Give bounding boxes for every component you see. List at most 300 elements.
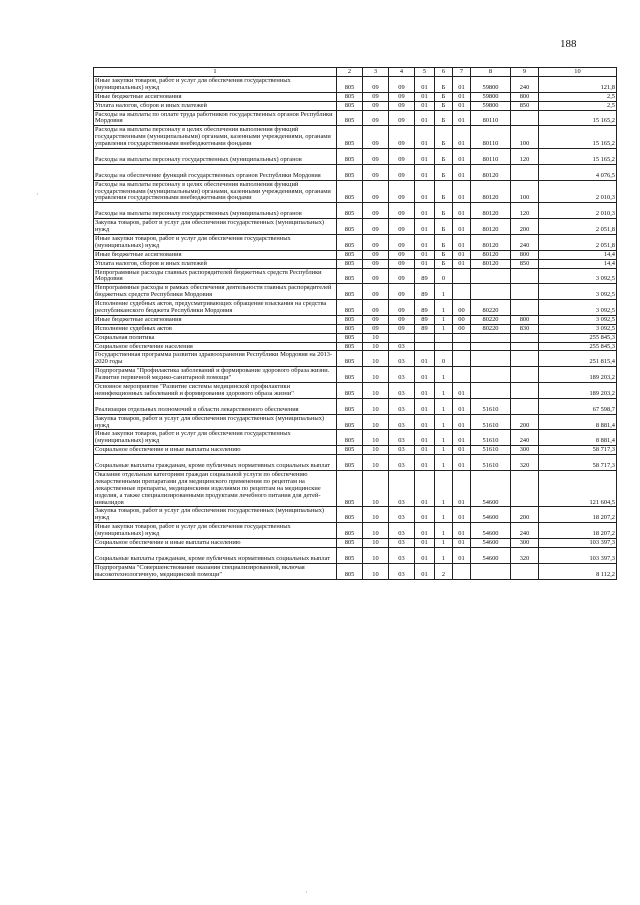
budget-table <box>93 67 617 580</box>
cell-section: 09 <box>363 126 389 149</box>
cell-subprogram: Б <box>435 203 453 219</box>
cell-amount: 8 881,4 <box>539 414 617 430</box>
cell-amount: 14,4 <box>539 259 617 268</box>
column-header: 10 <box>539 68 617 77</box>
cell-event: 01 <box>453 219 471 235</box>
cell-direction: 51610 <box>471 430 511 446</box>
cell-subsection: 09 <box>389 259 415 268</box>
cell-amount: 103 397,3 <box>539 539 617 548</box>
row-description: Иные закупки товаров, работ и услуг для обеспечения государственных (муниципальных) нужд <box>94 430 337 446</box>
cell-expense-type: 320 <box>511 455 539 471</box>
cell-subsection: 03 <box>389 523 415 539</box>
cell-subsection: 09 <box>389 77 415 93</box>
cell-expense-type: 830 <box>511 324 539 333</box>
row-description: Расходы на выплаты персоналу государственных (муниципальных) органов <box>94 149 337 165</box>
cell-section: 09 <box>363 77 389 93</box>
row-description: Непрограммные расходы главных распорядителей бюджетных средств Республики Мордовия <box>94 268 337 284</box>
cell-expense-type: 240 <box>511 77 539 93</box>
cell-program: 01 <box>415 351 435 367</box>
cell-amount: 2 051,8 <box>539 219 617 235</box>
column-header: 9 <box>511 68 539 77</box>
cell-direction: 54600 <box>471 507 511 523</box>
cell-program: 01 <box>415 414 435 430</box>
cell-direction <box>471 333 511 342</box>
cell-expense-type: 320 <box>511 547 539 563</box>
cell-ministry-code: 805 <box>337 446 363 455</box>
cell-expense-type: 120 <box>511 149 539 165</box>
cell-expense-type: 200 <box>511 219 539 235</box>
cell-expense-type: 120 <box>511 203 539 219</box>
cell-ministry-code: 805 <box>337 149 363 165</box>
cell-ministry-code: 805 <box>337 367 363 383</box>
cell-subsection: 09 <box>389 180 415 203</box>
cell-section: 10 <box>363 414 389 430</box>
cell-program: 01 <box>415 539 435 548</box>
cell-program: 01 <box>415 547 435 563</box>
column-header: 1 <box>94 68 337 77</box>
cell-subsection: 09 <box>389 203 415 219</box>
cell-direction: 51610 <box>471 455 511 471</box>
table-row <box>94 446 617 455</box>
table-row <box>94 315 617 324</box>
cell-direction <box>471 268 511 284</box>
row-description: Непрограммные расходы в рамках обеспечения деятельности главных распорядителей бюджетных средств Республики Мордовия <box>94 284 337 300</box>
cell-subsection: 09 <box>389 92 415 101</box>
cell-subsection: 09 <box>389 101 415 110</box>
table-row <box>94 383 617 399</box>
cell-subsection: 09 <box>389 234 415 250</box>
cell-section: 10 <box>363 333 389 342</box>
cell-amount: 3 092,5 <box>539 284 617 300</box>
cell-event: 01 <box>453 180 471 203</box>
cell-amount: 14,4 <box>539 250 617 259</box>
table-row <box>94 324 617 333</box>
cell-expense-type: 240 <box>511 523 539 539</box>
cell-section: 09 <box>363 234 389 250</box>
cell-subsection: 03 <box>389 470 415 507</box>
cell-event: 00 <box>453 300 471 316</box>
table-row <box>94 523 617 539</box>
row-description: Исполнение судебных актов, предусматривающих обращение взыскания на средства республиканского бюджета Республики Мордовия <box>94 300 337 316</box>
cell-direction: 80110 <box>471 149 511 165</box>
cell-amount: 251 815,4 <box>539 351 617 367</box>
cell-direction: 80120 <box>471 180 511 203</box>
table-row <box>94 333 617 342</box>
cell-ministry-code: 805 <box>337 164 363 180</box>
table-row <box>94 398 617 414</box>
cell-amount: 2,5 <box>539 101 617 110</box>
cell-subsection: 03 <box>389 383 415 399</box>
cell-event <box>453 342 471 351</box>
cell-amount: 67 598,7 <box>539 398 617 414</box>
cell-expense-type <box>511 300 539 316</box>
table-row <box>94 351 617 367</box>
cell-event: 01 <box>453 547 471 563</box>
table-row <box>94 430 617 446</box>
cell-amount: 58 717,3 <box>539 455 617 471</box>
table-row <box>94 203 617 219</box>
cell-event: 01 <box>453 77 471 93</box>
cell-direction <box>471 563 511 579</box>
cell-section: 09 <box>363 101 389 110</box>
cell-section: 09 <box>363 284 389 300</box>
cell-amount: 8 112,2 <box>539 563 617 579</box>
row-description: Основное мероприятие "Развитие системы медицинской профилактики неинфекционных заболеваний и формирования здорового образа жизни" <box>94 383 337 399</box>
cell-expense-type <box>511 470 539 507</box>
cell-subsection: 03 <box>389 563 415 579</box>
cell-subsection: 09 <box>389 300 415 316</box>
column-header: 2 <box>337 68 363 77</box>
column-header: 5 <box>415 68 435 77</box>
cell-event: 01 <box>453 164 471 180</box>
cell-section: 10 <box>363 547 389 563</box>
cell-amount: 2 051,8 <box>539 234 617 250</box>
row-description: Социальное обеспечение населения <box>94 342 337 351</box>
cell-direction <box>471 367 511 383</box>
cell-expense-type: 850 <box>511 259 539 268</box>
cell-subprogram: Б <box>435 234 453 250</box>
cell-subsection: 03 <box>389 547 415 563</box>
cell-amount: 121,8 <box>539 77 617 93</box>
cell-ministry-code: 805 <box>337 430 363 446</box>
cell-event: 01 <box>453 455 471 471</box>
cell-section: 10 <box>363 367 389 383</box>
row-description: Подпрограмма "Совершенствование оказания специализированной, включая высокотехнологичную, медицинской помощи" <box>94 563 337 579</box>
cell-expense-type <box>511 351 539 367</box>
cell-section: 10 <box>363 446 389 455</box>
cell-subsection: 09 <box>389 149 415 165</box>
table-row <box>94 180 617 203</box>
cell-subprogram: 0 <box>435 268 453 284</box>
row-description: Социальные выплаты гражданам, кроме публичных нормативных социальных выплат <box>94 547 337 563</box>
cell-subprogram: 1 <box>435 430 453 446</box>
cell-event: 01 <box>453 126 471 149</box>
cell-section: 09 <box>363 324 389 333</box>
cell-program: 01 <box>415 523 435 539</box>
cell-ministry-code: 805 <box>337 110 363 126</box>
cell-expense-type: 300 <box>511 446 539 455</box>
cell-ministry-code: 805 <box>337 333 363 342</box>
cell-program <box>415 333 435 342</box>
cell-event: 00 <box>453 315 471 324</box>
cell-subsection: 03 <box>389 539 415 548</box>
cell-subprogram: 1 <box>435 539 453 548</box>
column-header: 4 <box>389 68 415 77</box>
cell-direction: 80220 <box>471 300 511 316</box>
cell-direction: 54600 <box>471 470 511 507</box>
cell-amount: 3 092,5 <box>539 324 617 333</box>
table-row <box>94 547 617 563</box>
cell-direction <box>471 284 511 300</box>
cell-ministry-code: 805 <box>337 300 363 316</box>
cell-direction: 59800 <box>471 101 511 110</box>
cell-subprogram: Б <box>435 219 453 235</box>
cell-section: 10 <box>363 523 389 539</box>
cell-subprogram <box>435 342 453 351</box>
cell-expense-type: 240 <box>511 234 539 250</box>
cell-ministry-code: 805 <box>337 547 363 563</box>
cell-ministry-code: 805 <box>337 414 363 430</box>
cell-ministry-code: 805 <box>337 92 363 101</box>
cell-amount: 121 604,5 <box>539 470 617 507</box>
cell-expense-type: 300 <box>511 539 539 548</box>
table-row <box>94 110 617 126</box>
cell-subsection: 09 <box>389 284 415 300</box>
cell-event: 00 <box>453 324 471 333</box>
cell-subprogram <box>435 333 453 342</box>
cell-program: 01 <box>415 563 435 579</box>
table-row <box>94 126 617 149</box>
cell-expense-type: 200 <box>511 507 539 523</box>
cell-event <box>453 351 471 367</box>
cell-ministry-code: 805 <box>337 234 363 250</box>
cell-program: 01 <box>415 92 435 101</box>
cell-event: 01 <box>453 259 471 268</box>
cell-subprogram: Б <box>435 92 453 101</box>
cell-subsection: 03 <box>389 342 415 351</box>
cell-program: 01 <box>415 446 435 455</box>
cell-section: 10 <box>363 470 389 507</box>
cell-program: 01 <box>415 470 435 507</box>
cell-subprogram: 1 <box>435 324 453 333</box>
cell-ministry-code: 805 <box>337 268 363 284</box>
cell-amount: 255 845,3 <box>539 333 617 342</box>
cell-section: 10 <box>363 398 389 414</box>
cell-ministry-code: 805 <box>337 101 363 110</box>
table-row <box>94 234 617 250</box>
cell-section: 10 <box>363 563 389 579</box>
cell-expense-type: 240 <box>511 430 539 446</box>
cell-expense-type <box>511 398 539 414</box>
cell-program <box>415 342 435 351</box>
cell-subprogram: 1 <box>435 300 453 316</box>
cell-program: 01 <box>415 126 435 149</box>
cell-program: 01 <box>415 430 435 446</box>
cell-event <box>453 284 471 300</box>
cell-subsection: 03 <box>389 455 415 471</box>
cell-subprogram: 1 <box>435 523 453 539</box>
cell-amount: 2 010,3 <box>539 180 617 203</box>
cell-expense-type <box>511 342 539 351</box>
cell-ministry-code: 805 <box>337 342 363 351</box>
cell-subprogram: 1 <box>435 315 453 324</box>
table-row <box>94 268 617 284</box>
cell-subprogram: Б <box>435 126 453 149</box>
cell-event: 01 <box>453 101 471 110</box>
row-description: Закупка товаров, работ и услуг для обеспечения государственных (муниципальных) нужд <box>94 219 337 235</box>
cell-amount: 8 881,4 <box>539 430 617 446</box>
table-row <box>94 164 617 180</box>
cell-section: 10 <box>363 342 389 351</box>
row-description: Иные бюджетные ассигнования <box>94 92 337 101</box>
cell-subprogram: Б <box>435 259 453 268</box>
column-header: 3 <box>363 68 389 77</box>
row-description: Иные закупки товаров, работ и услуг для обеспечения государственных (муниципальных) нужд <box>94 77 337 93</box>
cell-ministry-code: 805 <box>337 455 363 471</box>
cell-expense-type: 800 <box>511 250 539 259</box>
cell-amount: 2,5 <box>539 92 617 101</box>
cell-direction: 51610 <box>471 446 511 455</box>
table-row <box>94 342 617 351</box>
cell-section: 09 <box>363 219 389 235</box>
cell-section: 09 <box>363 149 389 165</box>
cell-expense-type <box>511 383 539 399</box>
cell-subsection: 09 <box>389 164 415 180</box>
cell-section: 09 <box>363 268 389 284</box>
row-description: Расходы на выплаты персоналу в целях обеспечения выполнения функций государственными (муниципальными) органами, казенными учреждениями, органами управления государственными внебюджетными фондами <box>94 126 337 149</box>
cell-subprogram: 1 <box>435 446 453 455</box>
cell-direction <box>471 342 511 351</box>
cell-subsection: 03 <box>389 414 415 430</box>
cell-event: 01 <box>453 446 471 455</box>
cell-expense-type <box>511 110 539 126</box>
cell-amount: 58 717,3 <box>539 446 617 455</box>
cell-event: 01 <box>453 250 471 259</box>
cell-direction: 59800 <box>471 92 511 101</box>
row-description: Оказание отдельным категориям граждан социальной услуги по обеспечению лекарственными препаратами для медицинского применения по рецептам на лекарственные препараты, медицинскими изделиями по рецептам на медицинские изделия, а также специализированными продуктами лечебного питания для детей-инвалидов <box>94 470 337 507</box>
cell-amount: 18 207,2 <box>539 507 617 523</box>
cell-ministry-code: 805 <box>337 315 363 324</box>
table-row <box>94 507 617 523</box>
cell-expense-type <box>511 333 539 342</box>
cell-event: 01 <box>453 149 471 165</box>
row-description: Подпрограмма "Профилактика заболеваний и формирование здорового образа жизни. Развитие первичной медико-санитарной помощи" <box>94 367 337 383</box>
row-description: Реализация отдельных полномочий в области лекарственного обеспечения <box>94 398 337 414</box>
cell-program: 89 <box>415 268 435 284</box>
cell-section: 10 <box>363 455 389 471</box>
cell-expense-type: 850 <box>511 101 539 110</box>
cell-event: 01 <box>453 523 471 539</box>
cell-expense-type: 200 <box>511 414 539 430</box>
cell-subsection: 03 <box>389 398 415 414</box>
cell-event: 01 <box>453 430 471 446</box>
cell-subprogram: 1 <box>435 470 453 507</box>
cell-subsection: 03 <box>389 351 415 367</box>
page-number: 188 <box>560 38 577 50</box>
cell-section: 09 <box>363 164 389 180</box>
cell-amount: 189 203,2 <box>539 383 617 399</box>
cell-amount: 2 010,3 <box>539 203 617 219</box>
cell-amount: 18 207,2 <box>539 523 617 539</box>
column-header: 8 <box>471 68 511 77</box>
table-row <box>94 149 617 165</box>
cell-subprogram: Б <box>435 180 453 203</box>
cell-event: 01 <box>453 92 471 101</box>
cell-ministry-code: 805 <box>337 203 363 219</box>
row-description: Иные закупки товаров, работ и услуг для обеспечения государственных (муниципальных) нужд <box>94 234 337 250</box>
cell-expense-type <box>511 268 539 284</box>
cell-subsection: 03 <box>389 446 415 455</box>
cell-program: 01 <box>415 383 435 399</box>
table-header-row <box>94 68 617 77</box>
cell-event: 01 <box>453 470 471 507</box>
cell-section: 09 <box>363 300 389 316</box>
cell-program: 01 <box>415 259 435 268</box>
cell-ministry-code: 805 <box>337 398 363 414</box>
cell-subprogram: 1 <box>435 547 453 563</box>
cell-expense-type: 100 <box>511 180 539 203</box>
cell-direction: 80220 <box>471 324 511 333</box>
cell-expense-type <box>511 367 539 383</box>
cell-program: 01 <box>415 203 435 219</box>
cell-event: 01 <box>453 539 471 548</box>
margin-mark: · <box>36 190 39 199</box>
cell-amount: 103 397,3 <box>539 547 617 563</box>
cell-direction: 80120 <box>471 234 511 250</box>
cell-subsection: 09 <box>389 315 415 324</box>
cell-event <box>453 333 471 342</box>
row-description: Закупка товаров, работ и услуг для обеспечения государственных (муниципальных) нужд <box>94 507 337 523</box>
cell-program: 89 <box>415 324 435 333</box>
column-header: 7 <box>453 68 471 77</box>
cell-program: 01 <box>415 219 435 235</box>
cell-direction: 80120 <box>471 259 511 268</box>
cell-ministry-code: 805 <box>337 507 363 523</box>
cell-event: 01 <box>453 398 471 414</box>
table-row <box>94 414 617 430</box>
cell-ministry-code: 805 <box>337 219 363 235</box>
cell-event: 01 <box>453 383 471 399</box>
cell-program: 89 <box>415 300 435 316</box>
cell-direction: 59800 <box>471 77 511 93</box>
cell-section: 09 <box>363 92 389 101</box>
table-row <box>94 92 617 101</box>
cell-program: 01 <box>415 77 435 93</box>
cell-subprogram: Б <box>435 110 453 126</box>
table-row <box>94 250 617 259</box>
cell-section: 09 <box>363 259 389 268</box>
row-description: Социальное обеспечение и иные выплаты населению <box>94 446 337 455</box>
row-description: Иные бюджетные ассигнования <box>94 250 337 259</box>
cell-ministry-code: 805 <box>337 470 363 507</box>
cell-subprogram: 1 <box>435 383 453 399</box>
cell-expense-type: 100 <box>511 126 539 149</box>
row-description: Исполнение судебных актов <box>94 324 337 333</box>
column-header: 6 <box>435 68 453 77</box>
cell-amount: 4 076,5 <box>539 164 617 180</box>
cell-subprogram: 0 <box>435 351 453 367</box>
cell-section: 09 <box>363 250 389 259</box>
cell-direction: 80120 <box>471 203 511 219</box>
cell-subprogram: Б <box>435 77 453 93</box>
cell-section: 10 <box>363 351 389 367</box>
row-description: Государственная программа развития здравоохранения Республики Мордовия на 2013-2020 годы <box>94 351 337 367</box>
cell-amount: 15 165,2 <box>539 126 617 149</box>
table-row <box>94 219 617 235</box>
table-row <box>94 367 617 383</box>
cell-event <box>453 563 471 579</box>
cell-subprogram: Б <box>435 149 453 165</box>
row-description: Уплата налогов, сборов и иных платежей <box>94 101 337 110</box>
cell-amount: 189 203,2 <box>539 367 617 383</box>
cell-program: 01 <box>415 110 435 126</box>
cell-direction: 80110 <box>471 126 511 149</box>
cell-program: 01 <box>415 164 435 180</box>
table-row <box>94 259 617 268</box>
cell-direction: 51610 <box>471 398 511 414</box>
table-row <box>94 563 617 579</box>
table-row <box>94 300 617 316</box>
cell-ministry-code: 805 <box>337 250 363 259</box>
cell-subprogram: 1 <box>435 507 453 523</box>
cell-section: 09 <box>363 315 389 324</box>
cell-subprogram: Б <box>435 164 453 180</box>
cell-section: 09 <box>363 203 389 219</box>
row-description: Расходы на выплаты по оплате труда работников государственных органов Республики Мордовия <box>94 110 337 126</box>
cell-program: 01 <box>415 455 435 471</box>
cell-expense-type <box>511 164 539 180</box>
cell-expense-type: 800 <box>511 315 539 324</box>
